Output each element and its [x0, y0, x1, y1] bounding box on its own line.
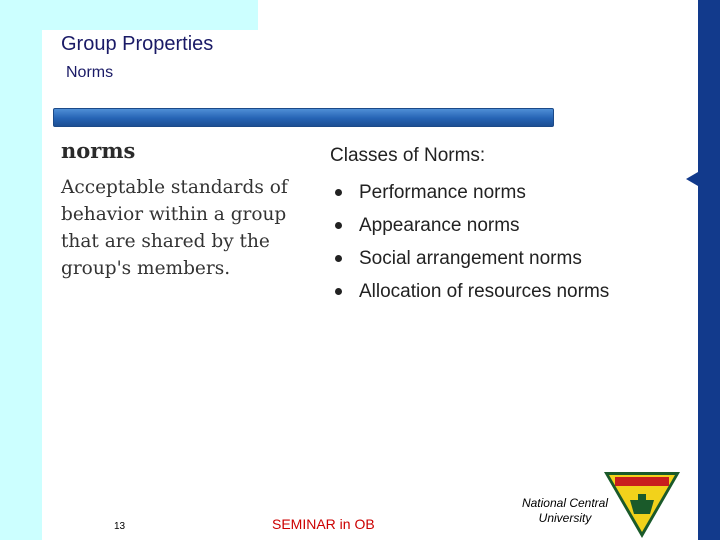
norms-list-item	[333, 176, 609, 209]
norms-list-item	[333, 209, 609, 242]
university-name-line1: National Central	[521, 496, 609, 510]
classes-heading: Classes of Norms:	[330, 145, 486, 166]
norms-item-label: Performance norms	[359, 181, 526, 203]
definition-term: norms	[61, 138, 136, 163]
norms-list-item	[333, 275, 609, 308]
slide-title: Group Properties	[61, 33, 214, 55]
bullet-icon	[335, 255, 342, 262]
left-accent-band	[0, 0, 42, 540]
norms-item-label: Allocation of resources norms	[359, 280, 610, 302]
norms-item-label: Social arrangement norms	[359, 247, 582, 269]
slide-subtitle: Norms	[66, 64, 114, 81]
bullet-icon	[335, 288, 342, 295]
university-name-line2: University	[538, 511, 592, 525]
top-accent-band	[0, 0, 258, 30]
bullet-icon	[335, 222, 342, 229]
university-emblem-icon	[600, 470, 684, 540]
right-band-notch	[686, 172, 698, 186]
norms-list-item	[333, 242, 609, 275]
right-accent-band	[698, 0, 720, 540]
norms-list	[333, 176, 609, 308]
bullet-icon	[335, 189, 342, 196]
page-number: 13	[114, 521, 126, 532]
definition-text: Acceptable standards of behavior within a group that are shared by the group's members.	[61, 177, 288, 279]
seminar-footer: SEMINAR in OB	[272, 516, 375, 532]
norms-item-label: Appearance norms	[359, 214, 520, 236]
title-divider-bar	[53, 108, 554, 127]
